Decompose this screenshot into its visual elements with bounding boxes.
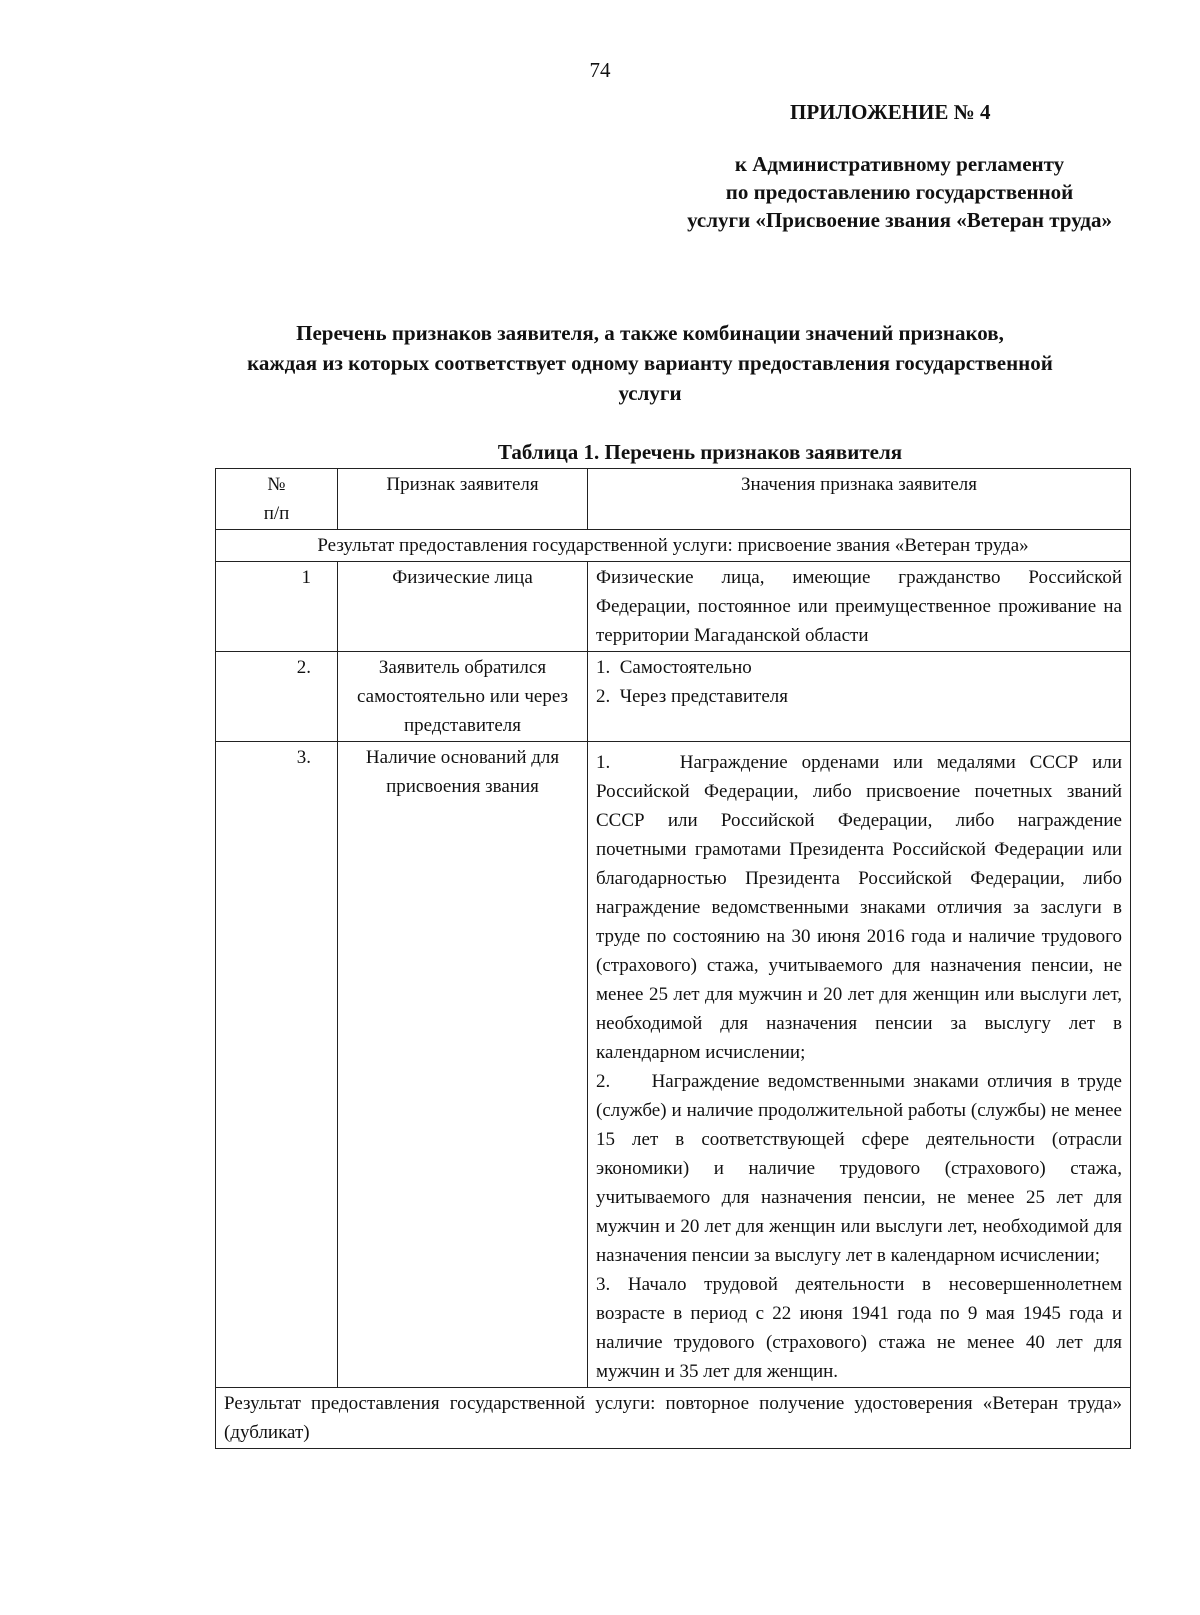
header-number-symbol: №	[267, 474, 286, 495]
table-row	[216, 742, 1131, 1388]
row-number: 2.	[216, 652, 338, 742]
applicant-features-table	[215, 468, 1131, 1449]
row-number: 3.	[216, 742, 338, 1388]
row-feature: Наличие оснований для присвоения звания	[338, 742, 588, 1388]
row-value: Физические лица, имеющие гражданство Российской Федерации, постоянное или преимущественное проживание на территории Магаданской области	[588, 562, 1131, 652]
document-heading-line: Перечень признаков заявителя, а также комбинации значений признаков,	[296, 321, 1004, 345]
value-item: 1. Самостоятельно	[596, 657, 752, 678]
value-item: 2. Награждение ведомственными знаками отличия в труде (службе) и наличие продолжительной работы (службы) не менее 15 лет в соответствующей сфере деятельности (отрасли экономики) и наличие трудового (страхового) стажа, учитываемого для назначения пенсии, не менее 25 лет для мужчин и 20 лет для женщин или выслуги лет, необходимой для назначения пенсии за выслугу лет в календарном исчислении;	[596, 1071, 1127, 1266]
row-value	[588, 742, 1131, 1388]
table-row	[216, 652, 1131, 742]
result-row	[216, 1388, 1131, 1449]
row-value	[588, 652, 1131, 742]
document-heading	[180, 318, 1120, 408]
row-feature: Физические лица	[338, 562, 588, 652]
appendix-subtitle-line: по предоставлению государственной	[725, 180, 1074, 204]
value-item: 1. Награждение орденами или медалями СССР или Российской Федерации, либо присвоение почетных званий СССР или Российской Федерации, либо награждение почетными грамотами Президента Российской Федерации или благодарностью Президента Российской Федерации, либо награждение ведомственными знаками отличия за заслуги в труде по состоянию на 30 июня 2016 года и наличие трудового (страхового) стажа, учитываемого для назначения пенсии, не менее 25 лет для мужчин и 20 лет для женщин или выслуги лет, необходимой для назначения пенсии за выслугу лет в календарном исчислении;	[596, 752, 1127, 1063]
value-item: 3. Начало трудовой деятельности в несовершеннолетнем возрасте в период с 22 июня 1941 года по 9 мая 1945 года и наличие трудового (страхового) стажа не менее 40 лет для мужчин и 35 лет для женщин.	[596, 1274, 1122, 1382]
header-number	[216, 469, 338, 530]
appendix-title: ПРИЛОЖЕНИЕ № 4	[790, 100, 991, 124]
result-row	[216, 530, 1131, 562]
header-values: Значения признака заявителя	[588, 469, 1131, 530]
document-heading-line: каждая из которых соответствует одному варианту предоставления государственной	[247, 351, 1053, 375]
row-feature: Заявитель обратился самостоятельно или через представителя	[338, 652, 588, 742]
page-number: 74	[589, 58, 611, 82]
appendix-subtitle-line: услуги «Присвоение звания «Ветеран труда»	[687, 208, 1112, 232]
appendix-subtitle-line: к Административному регламенту	[734, 152, 1065, 176]
value-item: 2. Через представителя	[596, 686, 788, 707]
table-caption: Таблица 1. Перечень признаков заявителя	[497, 440, 903, 464]
table-header-row	[216, 469, 1131, 530]
document-heading-line: услуги	[618, 381, 682, 405]
header-number-abbr: п/п	[263, 503, 290, 524]
appendix-subtitle	[687, 150, 1112, 234]
result-title-veteran: Результат предоставления государственной услуги: присвоение звания «Ветеран труда»	[216, 530, 1131, 562]
result-title-duplicate: Результат предоставления государственной услуги: повторное получение удостоверения «Ветеран труда» (дубликат)	[216, 1388, 1131, 1449]
table-row	[216, 562, 1131, 652]
row-number: 1	[216, 562, 338, 652]
header-feature: Признак заявителя	[338, 469, 588, 530]
